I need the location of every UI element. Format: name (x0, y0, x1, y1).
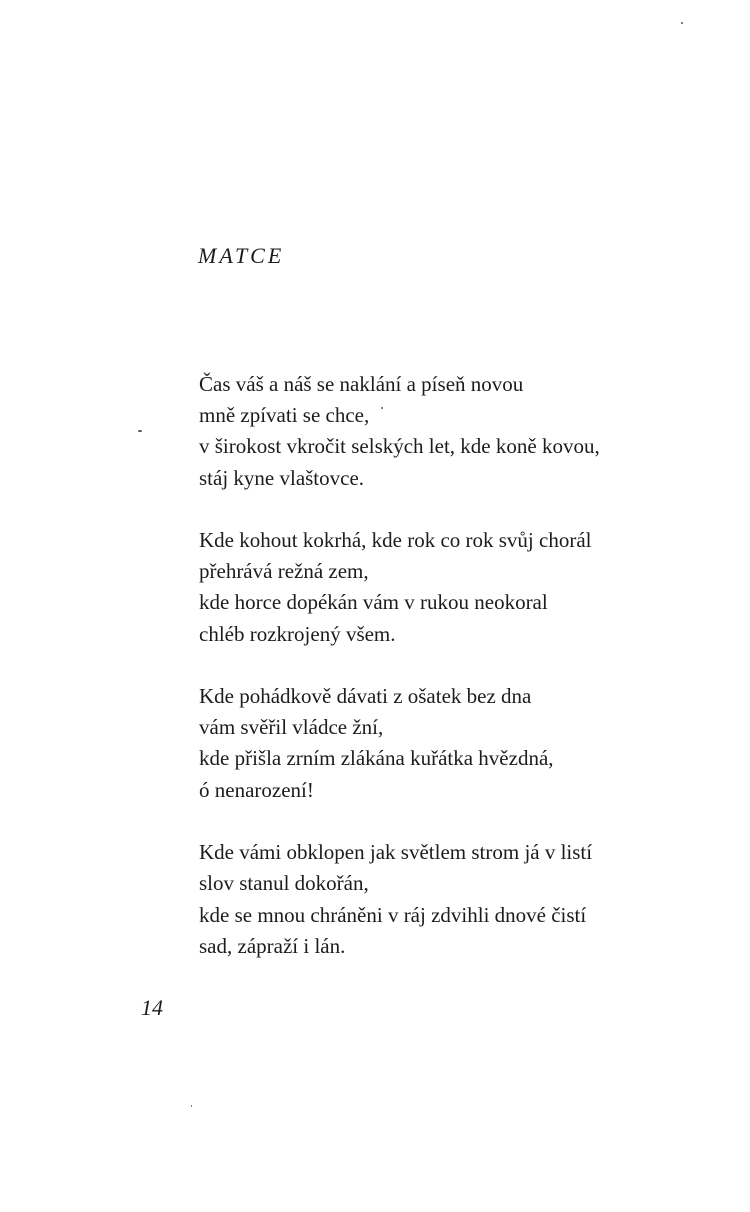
stanza (199, 369, 699, 494)
poem-body (199, 369, 699, 993)
poem-title: MATCE (198, 243, 285, 268)
stanza (199, 525, 699, 650)
poem-line: Kde vámi obklopen jak světlem strom já v listí (199, 840, 593, 865)
poem-line: Čas váš a náš se naklání a píseň novou (199, 372, 524, 396)
poem-line: sad, zápraží i lán. (199, 933, 346, 958)
scan-speck (381, 407, 383, 409)
poem-line: Kde pohádkově dávati z ošatek bez dna (199, 684, 532, 709)
page-number: 14 (141, 995, 163, 1020)
scan-speck (191, 1105, 192, 1107)
poem-line: ó nenarození! (199, 777, 314, 802)
poem-line: kde se mnou chráněni v ráj zdvihli dnové čistí (199, 902, 587, 927)
poem-line: stáj kyne vlaštovce. (199, 465, 365, 490)
scan-speck (681, 22, 683, 24)
poem-line: chléb rozkrojený všem. (199, 621, 396, 646)
scan-speck (138, 430, 142, 432)
poem-line: kde přišla zrním zlákána kuřátka hvězdná, (199, 746, 554, 771)
poem-line: mně zpívati se chce, (199, 403, 370, 428)
stanza (199, 681, 699, 806)
stanza (199, 837, 699, 962)
poem-line: vám svěřil vládce žní, (199, 715, 384, 740)
poem-line: kde horce dopékán vám v rukou neokoral (199, 590, 548, 615)
poem-line: v širokost vkročit selských let, kde koně kovou, (199, 434, 600, 459)
poem-line: Kde kohout kokrhá, kde rok co rok svůj chorál (199, 528, 592, 553)
poem-line: slov stanul dokořán, (199, 871, 369, 896)
poem-line: přehrává režná zem, (199, 559, 369, 584)
